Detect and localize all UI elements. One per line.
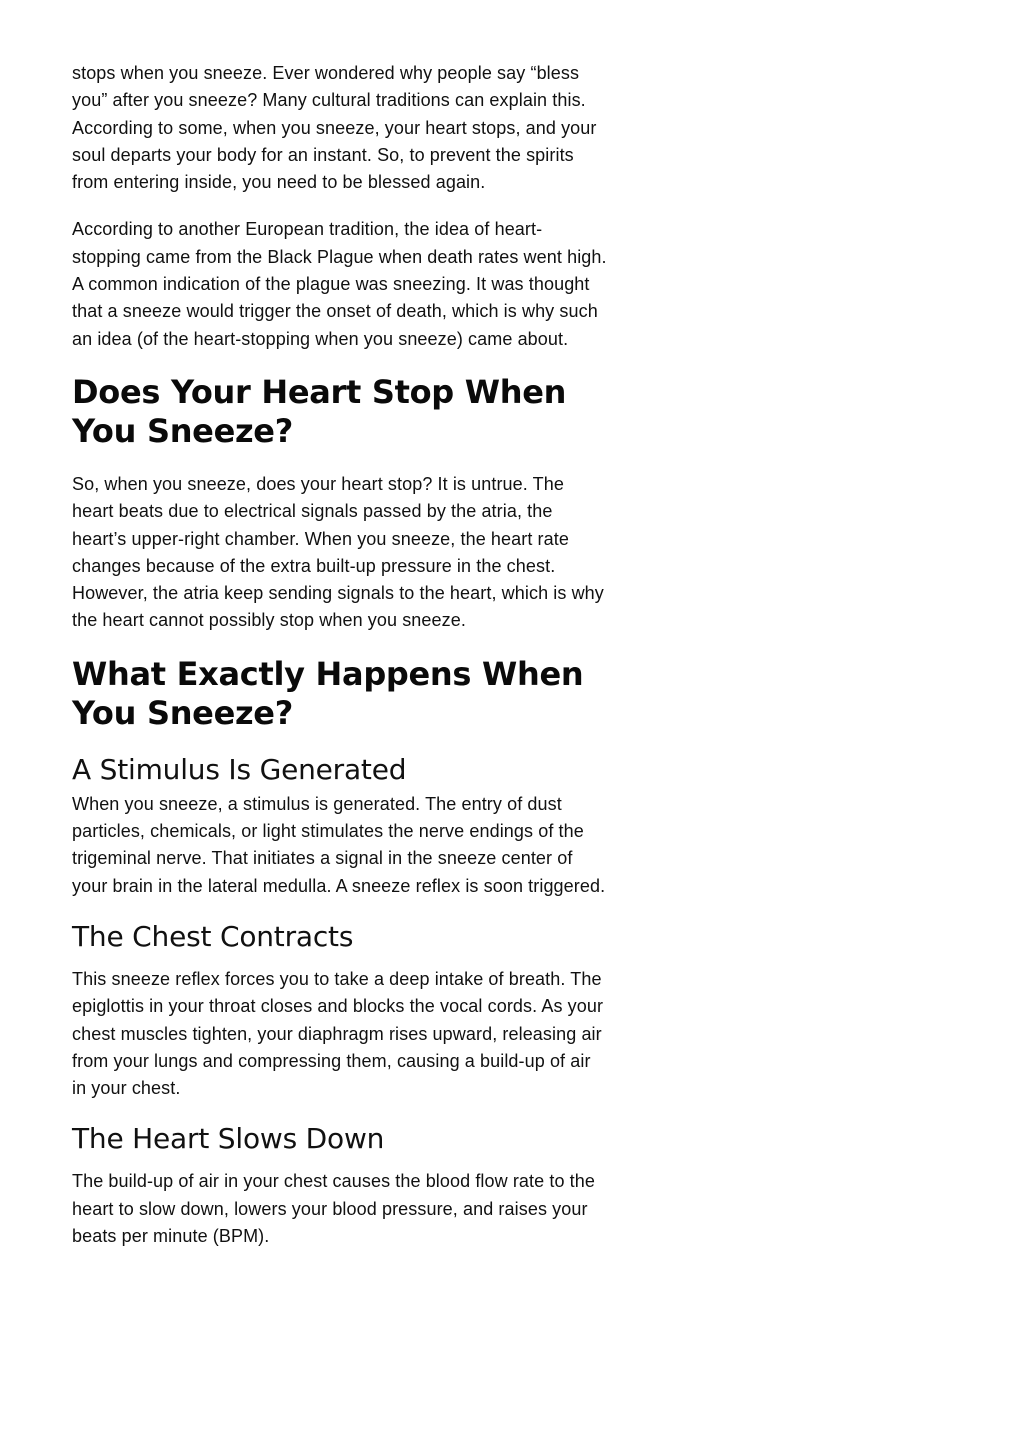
intro-paragraph-2: According to another European tradition, the idea of heart-stopping came from the Black Plague when death rates went high. A common indication of the plague was sneezing. It was thought that a sneeze would trigger the onset of death, which is why such an idea (of the heart-stopping when you sneeze) came about. [72,219,607,349]
subheading-chest-contracts: The Chest Contracts [72,919,354,953]
section-heading-heart-stop: Does Your Heart Stop When You Sneeze? [72,372,567,450]
article-body [72,60,608,1270]
subheading-stimulus: A Stimulus Is Generated [72,752,407,786]
section-paragraph-heart-stop: So, when you sneeze, does your heart stop? It is untrue. The heart beats due to electrical signals passed by the atria, the heart’s upper-right chamber. When you sneeze, the heart rate changes because of the extra built-up pressure in the chest. However, the atria keep sending signals to the heart, which is why the heart cannot possibly stop when you sneeze. [72,473,604,631]
paragraph-chest-contracts: This sneeze reflex forces you to take a deep intake of breath. The epiglottis in your throat closes and blocks the vocal cords. As your chest muscles tighten, your diaphragm rises upward, releasing air from your lungs and compressing them, causing a build-up of air in your chest. [72,968,604,1099]
paragraph-stimulus: When you sneeze, a stimulus is generated. The entry of dust particles, chemicals, or light stimulates the nerve endings of the trigeminal nerve. That initiates a signal in the sneeze center of your brain in the lateral medulla. A sneeze reflex is soon triggered. [72,793,606,896]
intro-paragraph-1: stops when you sneeze. Ever wondered why people say “bless you” after you sneeze? Many cultural traditions can explain this. According to some, when you sneeze, your heart stops, and your soul departs your body for an instant. So, to prevent the spirits from entering inside, you need to be blessed again. [72,63,597,193]
paragraph-heart-slows: The build-up of air in your chest causes the blood flow rate to the heart to slow down, lowers your blood pressure, and raises your beats per minute (BPM). [72,1171,595,1247]
section-heading-what-happens: What Exactly Happens When You Sneeze? [72,654,584,732]
subheading-heart-slows: The Heart Slows Down [72,1122,385,1156]
